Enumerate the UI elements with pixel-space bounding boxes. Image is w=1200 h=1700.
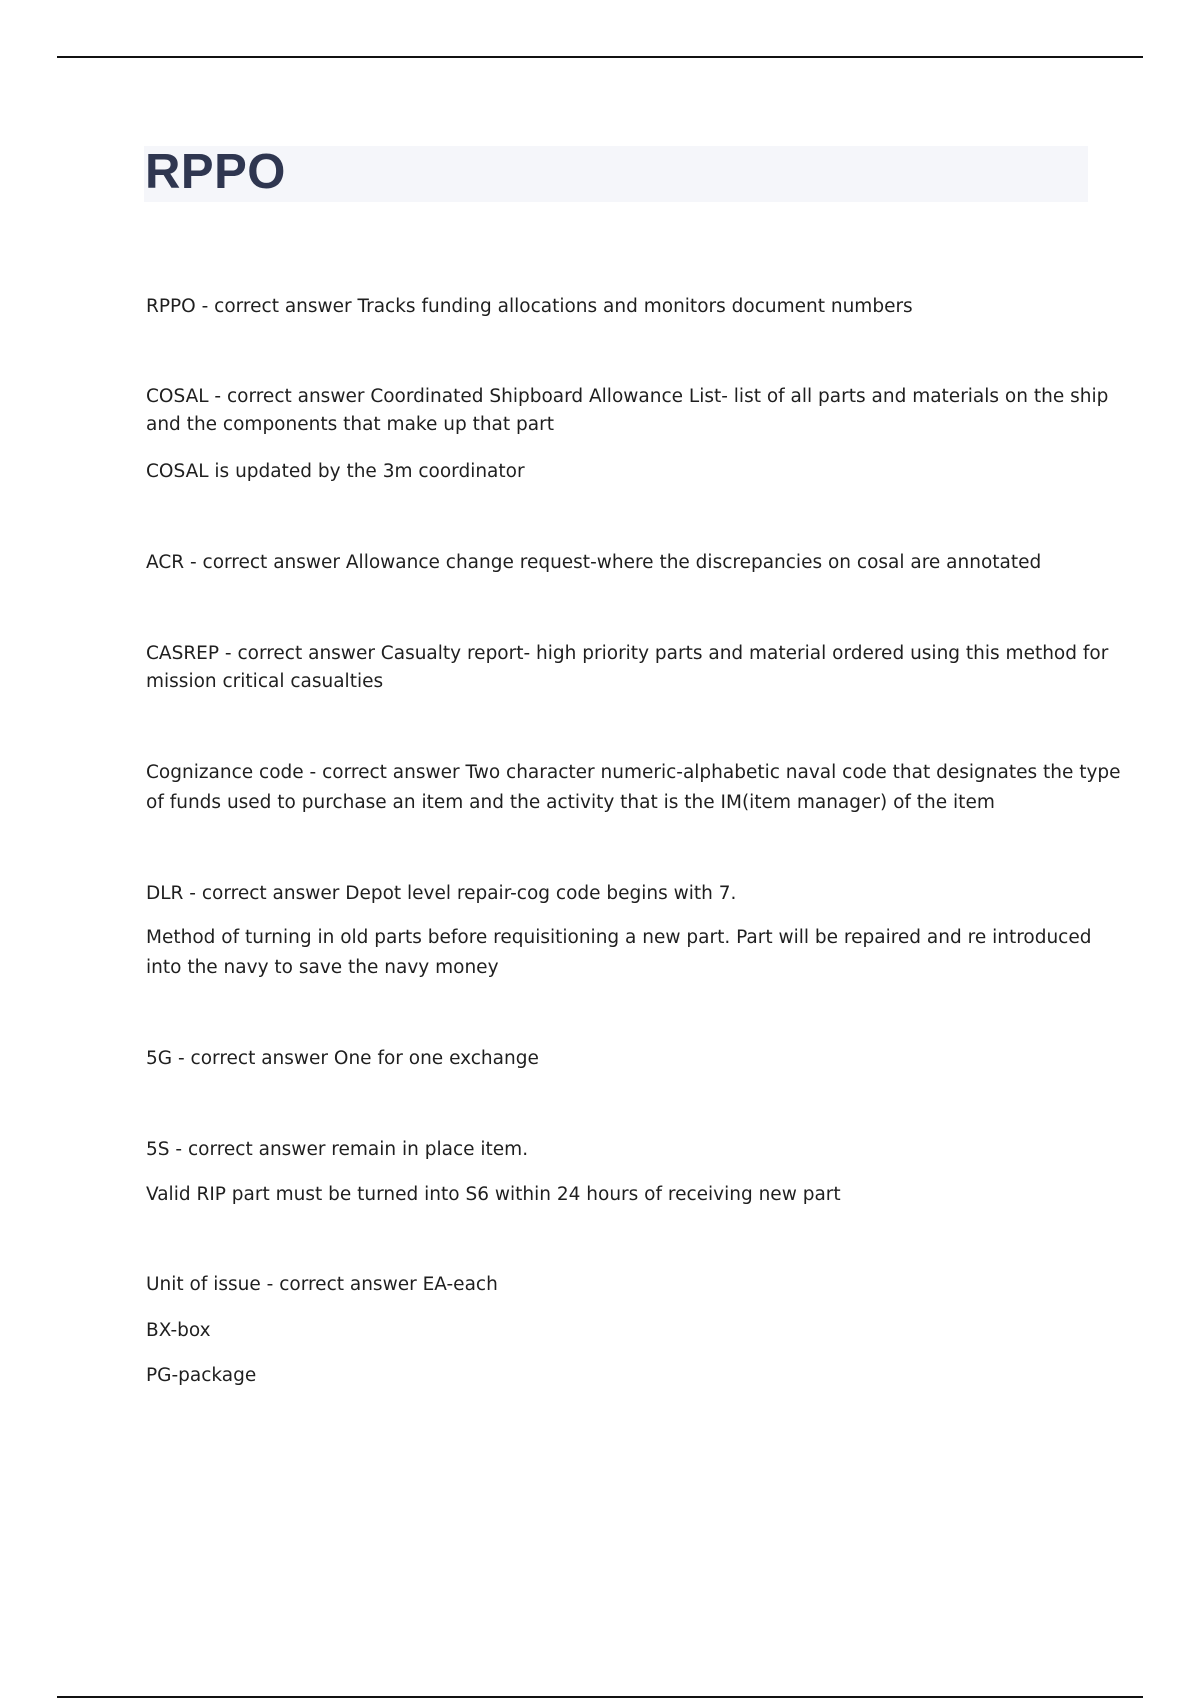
entry-line: CASREP - correct answer Casualty report- high priority parts and material ordered using this method for (146, 643, 1109, 664)
entry-line: COSAL is updated by the 3m coordinator (146, 461, 525, 482)
entry-line: DLR - correct answer Depot level repair-cog code begins with 7. (146, 883, 737, 904)
entry-line: Cognizance code - correct answer Two character numeric-alphabetic naval code that designates the type (146, 762, 1121, 783)
entry-line: Unit of issue - correct answer EA-each (146, 1274, 498, 1295)
entry-line: Method of turning in old parts before requisitioning a new part. Part will be repaired and re introduced (146, 927, 1092, 948)
header-rule (57, 56, 1143, 58)
entry-line: COSAL - correct answer Coordinated Shipboard Allowance List- list of all parts and materials on the ship (146, 386, 1109, 407)
entry-line: 5G - correct answer One for one exchange (146, 1048, 539, 1069)
footer-rule (57, 1696, 1143, 1698)
entry-line: Valid RIP part must be turned into S6 within 24 hours of receiving new part (146, 1184, 841, 1205)
entry-line: mission critical casualties (146, 671, 384, 692)
entry-line: 5S - correct answer remain in place item. (146, 1139, 529, 1160)
entry-line: and the components that make up that part (146, 414, 554, 435)
entry-line: PG-package (146, 1365, 257, 1386)
document-title: RPPO (145, 145, 286, 199)
entry-line: of funds used to purchase an item and the activity that is the IM(item manager) of the item (146, 792, 995, 813)
entry-line: into the navy to save the navy money (146, 957, 499, 978)
entry-line: RPPO - correct answer Tracks funding allocations and monitors document numbers (146, 296, 913, 317)
entry-line: ACR - correct answer Allowance change request-where the discrepancies on cosal are annotated (146, 552, 1042, 573)
entry-line: BX-box (146, 1320, 211, 1341)
